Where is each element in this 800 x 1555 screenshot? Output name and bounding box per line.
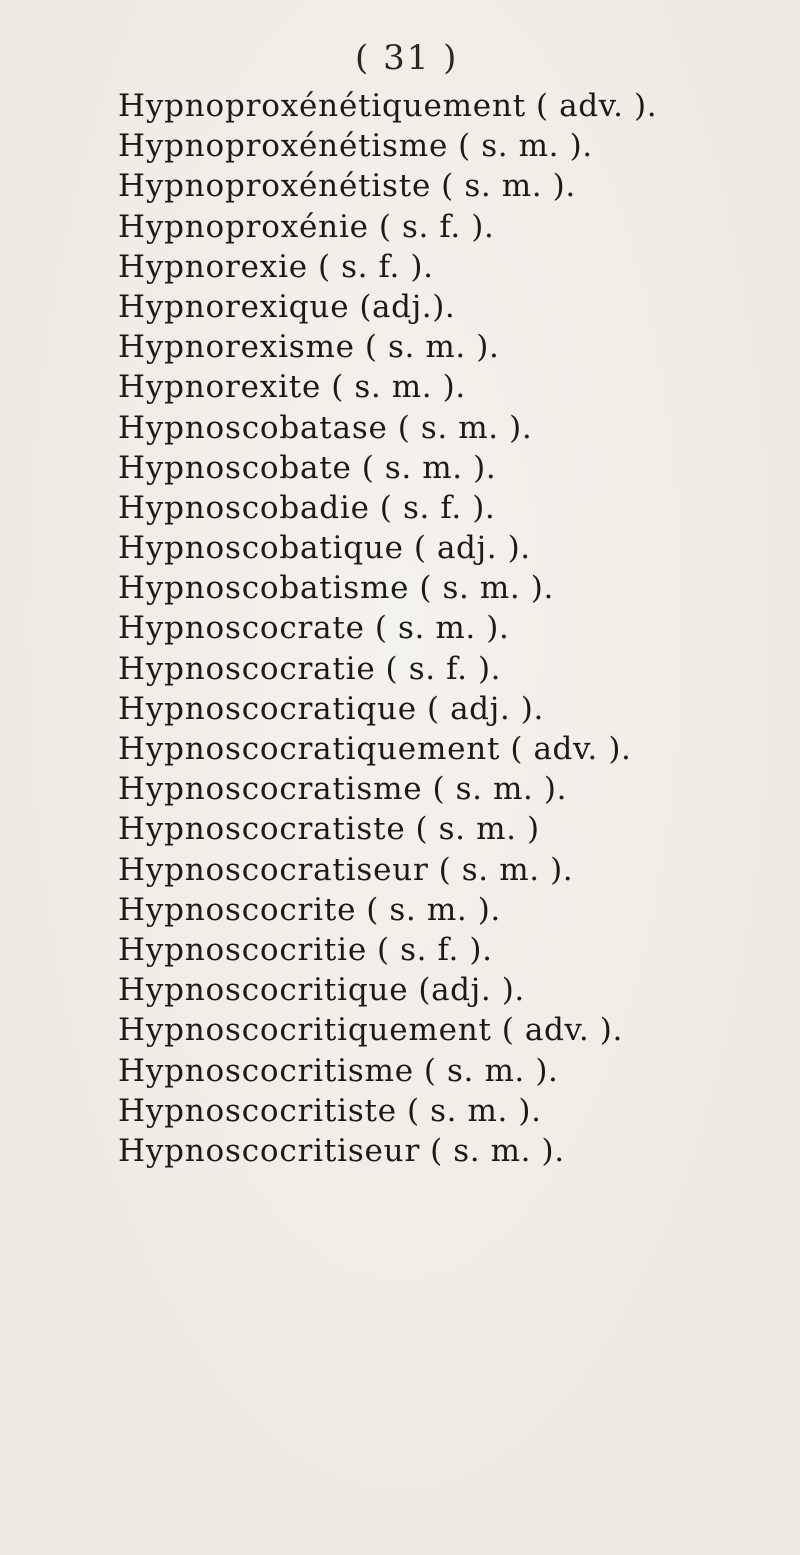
list-item <box>118 608 778 648</box>
entry-grammar: ( s. m. ). <box>458 128 593 165</box>
list-item <box>118 287 778 327</box>
entry-word: Hypnoscocritie <box>118 931 367 968</box>
entry-word: Hypnoscobatase <box>118 409 388 446</box>
list-item <box>118 850 778 890</box>
list-item <box>118 1091 778 1131</box>
entry-word: Hypnorexie <box>118 248 308 285</box>
list-item <box>118 327 778 367</box>
entry-word: Hypnoscocratiseur <box>118 851 429 888</box>
entry-grammar: ( s. m. ). <box>423 1052 559 1089</box>
entry-word: Hypnoscocrite <box>118 891 357 928</box>
entry-word: Hypnoscocritiseur <box>118 1132 421 1169</box>
entry-word: Hypnorexisme <box>118 329 355 366</box>
entry-list <box>118 86 778 1171</box>
list-item <box>118 568 778 608</box>
entry-grammar: ( s. m. ). <box>364 329 500 366</box>
entry-word: Hypnoproxénétiste <box>118 168 432 205</box>
entry-grammar: ( s. m. ). <box>406 1092 542 1129</box>
entry-word: Hypnoscobatique <box>118 530 404 567</box>
list-item <box>118 207 778 247</box>
entry-grammar: ( s. m. ). <box>361 449 497 486</box>
entry-grammar: ( s. m. ) <box>415 811 540 848</box>
entry-word: Hypnoscocritiquement <box>118 1012 492 1049</box>
entry-word: Hypnorexique <box>118 288 350 325</box>
entry-grammar: ( s. m. ). <box>441 168 576 205</box>
entry-word: Hypnoscocratisme <box>118 771 423 808</box>
entry-grammar: ( s. f. ). <box>378 208 495 245</box>
list-item <box>118 1010 778 1050</box>
list-item <box>118 729 778 769</box>
entry-grammar: ( s. f. ). <box>385 650 502 687</box>
entry-grammar: (adj.). <box>359 288 456 325</box>
list-item <box>118 247 778 287</box>
list-item <box>118 166 778 206</box>
list-item <box>118 649 778 689</box>
entry-grammar: ( s. m. ). <box>397 409 533 446</box>
page-number: ( 31 ) <box>355 38 459 78</box>
entry-word: Hypnoproxénétiquement <box>118 88 526 124</box>
entry-grammar: ( s. m. ). <box>430 1132 565 1169</box>
entry-word: Hypnorexite <box>118 369 322 406</box>
list-item <box>118 528 778 568</box>
entry-grammar: ( s. m. ). <box>366 891 501 928</box>
list-item <box>118 930 778 970</box>
entry-grammar: (adj. ). <box>418 972 525 1009</box>
entry-grammar: ( s. f. ). <box>379 489 496 526</box>
entry-word: Hypnoscocrate <box>118 610 365 647</box>
entry-grammar: ( adj. ). <box>413 530 531 567</box>
entry-word: Hypnoscobate <box>118 449 352 486</box>
entry-grammar: ( s. m. ). <box>438 851 574 888</box>
entry-grammar: ( s. f. ). <box>376 931 493 968</box>
entry-word: Hypnoscocritisme <box>118 1052 414 1089</box>
entry-grammar: ( adj. ). <box>426 690 544 727</box>
entry-word: Hypnoscobadie <box>118 489 370 526</box>
list-item <box>118 769 778 809</box>
entry-grammar: ( s. m. ). <box>331 369 466 406</box>
list-item <box>118 809 778 849</box>
entry-word: Hypnoproxénie <box>118 208 369 245</box>
list-item <box>118 488 778 528</box>
list-item <box>118 970 778 1010</box>
entry-grammar: ( adv. ). <box>510 731 632 767</box>
list-item <box>118 689 778 729</box>
entry-word: Hypnoscocratique <box>118 690 417 727</box>
entry-grammar: ( adv. ). <box>535 88 658 124</box>
entry-word: Hypnoscocritiste <box>118 1092 397 1129</box>
entry-word: Hypnoscobatisme <box>118 570 410 607</box>
entry-grammar: ( s. f. ). <box>317 248 434 285</box>
entry-word: Hypnoscocritique <box>118 972 409 1009</box>
entry-grammar: ( s. m. ). <box>419 570 554 607</box>
list-item <box>118 890 778 930</box>
entry-grammar: ( s. m. ). <box>374 610 510 647</box>
list-item <box>118 448 778 488</box>
list-item <box>118 408 778 448</box>
entry-word: Hypnoscocratie <box>118 650 376 687</box>
list-item <box>118 86 778 126</box>
list-item <box>118 1131 778 1171</box>
entry-word: Hypnoscocratiquement <box>118 731 501 767</box>
list-item <box>118 367 778 407</box>
entry-word: Hypnoscocratiste <box>118 811 406 848</box>
list-item <box>118 126 778 166</box>
entry-word: Hypnoproxénétisme <box>118 128 449 165</box>
entry-grammar: ( adv. ). <box>501 1012 623 1049</box>
entry-grammar: ( s. m. ). <box>432 771 568 808</box>
list-item <box>118 1051 778 1091</box>
